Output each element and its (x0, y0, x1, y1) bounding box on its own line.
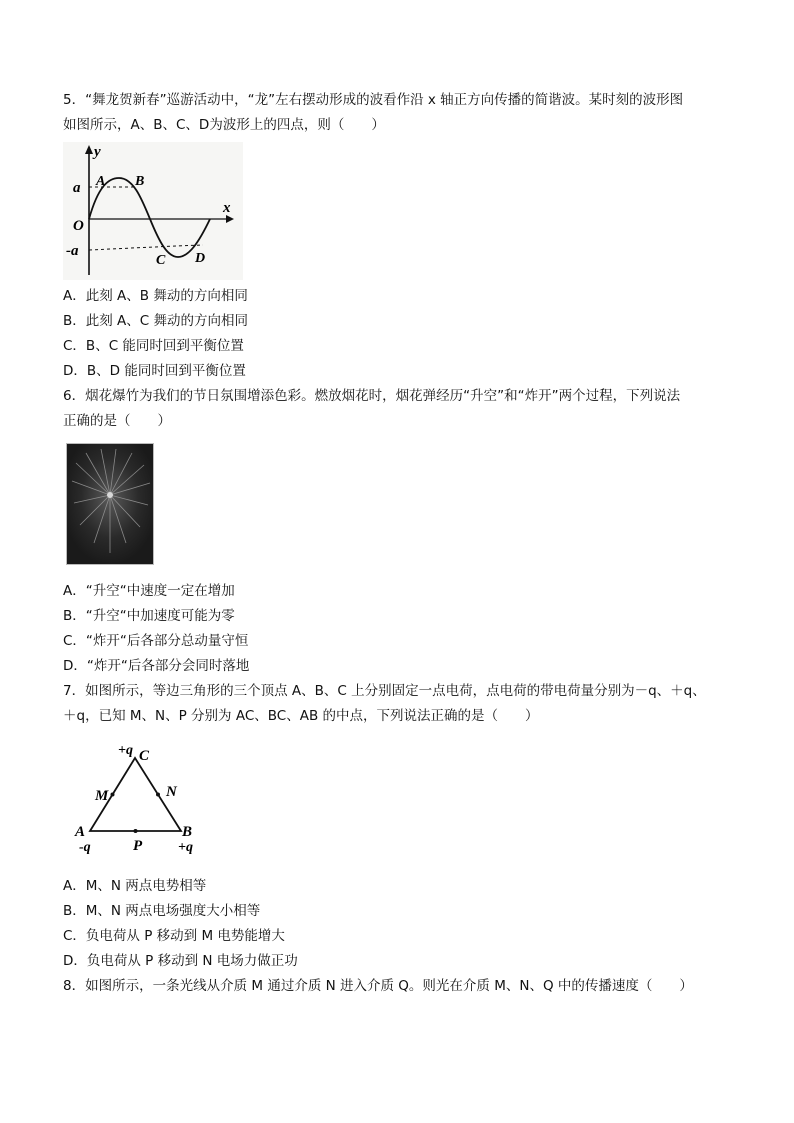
q7-charge-c: +q (118, 743, 133, 758)
q6-option-d: D．“炸开“后各部分会同时落地 (63, 658, 250, 674)
q7-vertex-b: B (182, 824, 193, 840)
q7-mid-p: P (133, 838, 143, 854)
q5-option-c: C．B、C 能同时回到平衡位置 (63, 338, 244, 354)
q5-origin-label: O (73, 218, 84, 234)
q7-option-a: A．M、N 两点电势相等 (63, 878, 207, 894)
q7-vertex-a: A (75, 824, 86, 840)
q6-option-a: A．“升空“中速度一定在增加 (63, 583, 235, 599)
q7-mid-n: N (166, 784, 177, 800)
q5-point-d-label: D (195, 251, 206, 266)
q7-stem-line2: ＋q，已知 M、N、P 分别为 AC、BC、AB 的中点，下列说法正确的是（ ） (63, 708, 539, 724)
q7-option-b: B．M、N 两点电场强度大小相等 (63, 903, 261, 919)
q6-option-b: B．“升空“中加速度可能为零 (63, 608, 235, 624)
q7-vertex-c: C (139, 748, 150, 764)
q7-option-c: C．负电荷从 P 移动到 M 电势能增大 (63, 928, 285, 944)
q5-stem-line1: 5．“舞龙贺新春”巡游活动中，“龙”左右摆动形成的波看作沿 x 轴正方向传播的简谐波。某时刻的波形图 (63, 92, 684, 108)
q5-point-c-label: C (156, 253, 166, 268)
q8-stem-line1: 8．如图所示，一条光线从介质 M 通过介质 N 进入介质 Q。则光在介质 M、N、Q 中的传播速度（ ） (63, 978, 693, 994)
q5-axis-x-label: x (223, 200, 231, 216)
q7-charge-a: -q (79, 840, 91, 855)
q5-wave-figure (63, 142, 243, 280)
q5-stem-line2: 如图所示，A、B、C、D为波形上的四点，则（ ） (63, 117, 385, 133)
q7-mid-m: M (95, 788, 109, 804)
q5-axis-y-label: y (94, 144, 101, 160)
q7-triangle-figure (63, 738, 213, 860)
q5-point-a-label: A (96, 174, 106, 189)
q7-option-d: D．负电荷从 P 移动到 N 电场力做正功 (63, 953, 298, 969)
q5-point-b-label: B (135, 174, 145, 189)
q5-level-neg-label: -a (66, 243, 79, 259)
q6-stem-line1: 6．烟花爆竹为我们的节日氛围增添色彩。燃放烟花时，烟花弹经历“升空”和“炸开”两个过程，下列说法 (63, 388, 681, 404)
q7-stem-line1: 7．如图所示，等边三角形的三个顶点 A、B、C 上分别固定一点电荷，点电荷的带电荷量分别为－q、＋q、 (63, 683, 706, 699)
q5-option-b: B．此刻 A、C 舞动的方向相同 (63, 313, 249, 329)
q7-charge-b: +q (178, 840, 193, 855)
q5-option-d: D．B、D 能同时回到平衡位置 (63, 363, 246, 379)
q6-stem-line2: 正确的是（ ） (63, 413, 171, 429)
q6-fireworks-photo (66, 443, 154, 565)
q6-option-c: C．“炸开“后各部分总动量守恒 (63, 633, 249, 649)
q5-level-pos-label: a (73, 180, 81, 196)
q5-option-a: A．此刻 A、B 舞动的方向相同 (63, 288, 248, 304)
